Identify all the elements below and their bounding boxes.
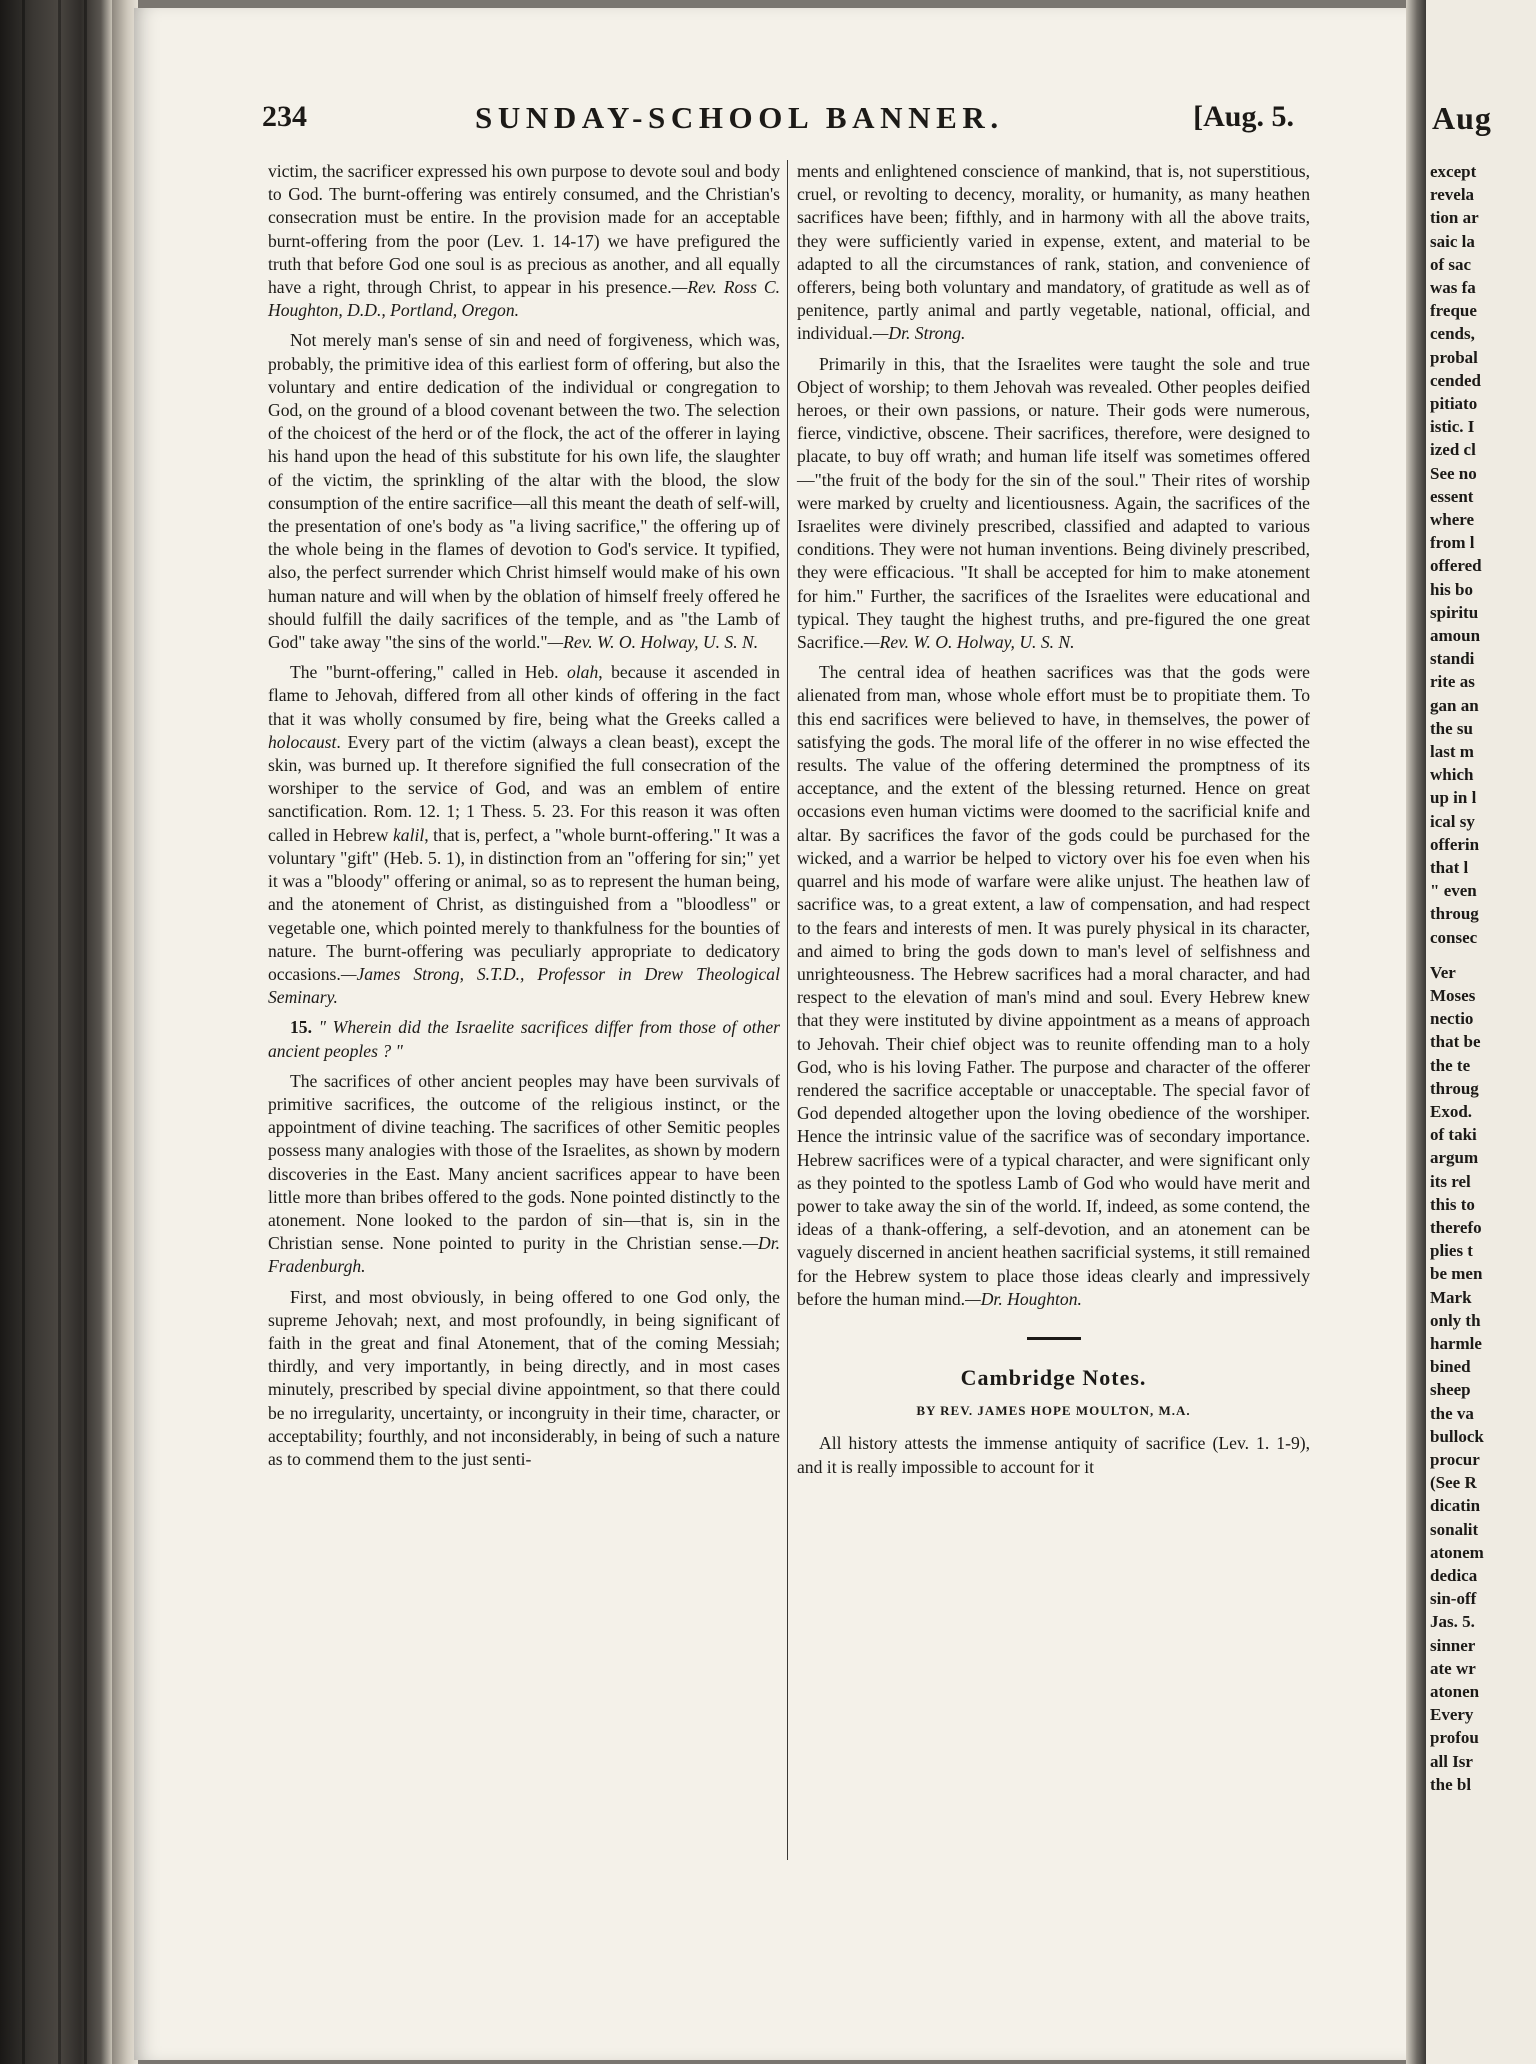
facing-page-line: consec [1430, 927, 1478, 947]
facing-page-line: all Isr [1430, 1751, 1473, 1771]
author-attribution: —Dr. Houghton. [965, 1288, 1082, 1309]
facing-page-line: sheep [1430, 1380, 1471, 1400]
paragraph [797, 661, 1310, 1311]
paragraph [268, 661, 780, 1009]
facing-page-line: which [1430, 765, 1474, 785]
author-attribution: —Dr. Strong. [872, 323, 966, 344]
facing-page-line: amoun [1430, 626, 1481, 645]
facing-page-line: sinner [1430, 1635, 1476, 1655]
book-binding [0, 0, 112, 2064]
facing-page-line: Every [1430, 1705, 1474, 1725]
facing-page-line: the va [1430, 1403, 1474, 1423]
paragraph [797, 1432, 1310, 1478]
paragraph-text: First, and most obviously, in being offered to one God only, the supreme Jehovah; next, and most profoundly, in being significant of faith in the great and final Atonement, that of the coming Messiah; thirdly, and very importantly, in being directly, and in most cases minutely, prescribed by special divine appointment, so that there could be no irregularity, uncertainty, or incongruity in their time, character, or acceptability; fourthly, and not inconsiderably, in being of such a nature as to commend them to the just senti- [268, 1286, 780, 1469]
paragraph-text: ments and enlightened conscience of mankind, that is, not superstitious, cruel, or revolting to decency, morality, or humanity, as many heathen sacrifices have been; fifthly, and in harmony with all the above traits, they were sufficiently varied in expense, extent, and material to be adapted to all the circumstances of rank, station, and convenience of offerers, being both voluntary and mandatory, of gratitude as well as of penitence, partly animal and partly vegetable, national, official, and individual. [797, 161, 1310, 344]
facing-page-line: cended [1430, 370, 1481, 390]
facing-page-line: offered [1430, 556, 1482, 576]
paragraph-text: The "burnt-offering," called in Heb. [290, 662, 567, 683]
paragraph-text: All history attests the immense antiquity of sacrifice (Lev. 1. 1-9), and it is really impossible to account for it [797, 1433, 1310, 1477]
facing-page [1426, 0, 1536, 2064]
facing-page-line: argum [1430, 1148, 1479, 1168]
facing-page-line: that l [1430, 858, 1469, 877]
facing-page-line: rite as [1430, 672, 1475, 692]
facing-page-line: dedica [1430, 1566, 1478, 1585]
facing-page-line: Mark [1430, 1287, 1472, 1307]
facing-page-line: Ver [1430, 962, 1456, 982]
facing-page-line: from l [1430, 533, 1475, 553]
paragraph-text: Primarily in this, that the Israelites were taught the sole and true Object of worship; to them Jehovah was revealed. Other peoples deified heroes, or their own passions, or nature. Their gods were numerous, fierce, vindictive, obscene. Their sacrifices, therefore, were designed to placate, to buy off wrath; and human life itself was sometimes offered—"the fruit of the body for the sin of the soul." Their rites of worship were marked by cruelty and licentiousness. Again, the sacrifices of the Israelites were divinely prescribed, classified and adapted to various conditions. They were not human inventions. Being divinely prescribed, they were efficacious. "It shall be accepted for him to make atonement for him." Further, the sacrifices of the Israelites were educational and typical. They taught the highest truths, and pre-figured the one great Sacrifice. [797, 353, 1310, 653]
facing-page-line: gan an [1430, 695, 1479, 715]
facing-page-line: offerin [1430, 834, 1480, 854]
facing-page-header: Aug [1432, 100, 1492, 136]
facing-page-line: throug [1430, 904, 1479, 924]
hebrew-term: olah [566, 662, 599, 683]
facing-page-line: his bo [1430, 579, 1473, 599]
paragraph-text: Not merely man's sense of sin and need of forgiveness, which was, probably, the primitive idea of this earliest form of offering, but also the voluntary and entire dedication of the individual or congregation to God, on the ground of a blood covenant between the two. The selection of the choicest of the herd or of the flock, the act of the offerer in laying his hand upon the head of this substitute for his own life, the slaughter of the victim, the sprinkling of the altar with the blood, the slow consumption of the entire sacrifice—all this meant the death of self-will, the presentation of one's body as "a living sacrifice," the offering up of the whole being in the flames of devotion to God's service. It typified, also, the perfect surrender which Christ himself would make of his own human nature and will when by the oblation of himself freely offered he should fulfill the daily sacrifices of the temple, and as "the Lamb of God" take away "the sins of the world." [268, 330, 780, 653]
author-attribution: —James Strong, S.T.D., Professor in Drew Theological Seminary. [268, 963, 780, 1008]
facing-page-line: its rel [1430, 1171, 1471, 1191]
paragraph [797, 160, 1310, 346]
paragraph [268, 329, 780, 654]
paragraph-text: victim, the sacrificer expressed his own purpose to devote soul and body to God. The burnt-offering was entirely consumed, and the Christian's consecration must be entire. In the provision made for an acceptable burnt-offering from the poor (Lev. 1. 14-17) we have prefigured the truth that before God one soul is as precious as another, and all equally have a right, through Christ, to appear in his presence. [268, 161, 780, 298]
facing-page-line: tion ar [1430, 208, 1479, 228]
facing-page-line: the su [1430, 718, 1473, 738]
facing-page-line: throug [1430, 1078, 1479, 1098]
facing-page-line: bullock [1430, 1426, 1484, 1446]
facing-page-line: atonem [1430, 1542, 1484, 1562]
facing-page-line: only th [1430, 1310, 1481, 1330]
facing-page-line: this to [1430, 1194, 1475, 1214]
facing-page-line: istic. I [1430, 417, 1475, 437]
facing-page-line: sin-off [1430, 1589, 1477, 1609]
facing-page-line: See no [1430, 463, 1477, 483]
facing-page-line: (See R [1430, 1473, 1477, 1493]
facing-page-line: profou [1430, 1728, 1479, 1748]
facing-page-line: ized cl [1430, 440, 1476, 460]
facing-page-line: of taki [1430, 1125, 1477, 1145]
facing-page-line: nectio [1430, 1009, 1474, 1029]
paragraph-text: The central idea of heathen sacrifices was that the gods were alienated from man, whose whole effort must be to propitiate them. To this end sacrifices were believed to have, in themselves, the power of satisfying the gods. The moral life of the offerer in no wise effected the results. The value of the offering determined the promptness of its acceptance, and the extent of the blessing returned. Hence on great occasions even human victims were doomed to the sacrificial knife and altar. By sacrifices the favor of the gods could be purchased for the wicked, and a warrior be helped to victory over his foe even when his quarrel and his mode of warfare were alike unjust. The heathen law of sacrifice was, to a great extent, a law of compensation, and had respect to the fears and interests of men. It was purely physical in its character, and aimed to bring the gods down to man's level of selfishness and unrighteousness. The Hebrew sacrifices had a moral character, and had respect to the elevation of man's mind and soul. Every Hebrew knew that they were instituted by divine appointment as a means of approach to Jehovah. Their chief object was to reunite offending man to a holy God, who is his loving Father. The purpose and character of the offerer rendered the sacrifice acceptable or unacceptable. The special favor of God depended altogether upon the loving obedience of the worshiper. Hence the intrinsic value of the sacrifice was of secondary importance. Hebrew sacrifices were of a typical character, and were significant only as they pointed to the spotless Lamb of God who would have merit and power to take away the sin of the world. If, indeed, as some contend, the ideas of a thank-offering, a self-devotion, and an atonement can be vaguely discerned in ancient heathen sacrificial systems, it still remained for the Hebrew system to place those ideas clearly and impressively before the human mind. [797, 662, 1310, 1309]
book-gutter [1406, 0, 1426, 2064]
facing-page-line: be men [1430, 1264, 1483, 1284]
facing-page-line: except [1430, 162, 1477, 181]
section-byline: BY REV. JAMES HOPE MOULTON, M.A. [916, 1403, 1191, 1419]
paragraph-text: , because it ascended in flame to Jehovah, differed from all other kinds of offering in the fact that it was wholly consumed by fire, being what the Greeks called a [268, 662, 780, 729]
paragraph [797, 353, 1310, 655]
question-text: " Wherein did the Israelite sacrifices differ from those of other ancient peoples ? " [268, 1017, 780, 1061]
facing-page-line: freque [1430, 301, 1477, 321]
facing-page-line: " even [1430, 881, 1477, 901]
facing-page-line: where [1430, 510, 1475, 529]
facing-page-line: revela [1430, 185, 1475, 205]
facing-page-line: standi [1430, 649, 1475, 669]
right-column [797, 160, 1310, 1486]
facing-page-line: essent [1430, 486, 1474, 506]
facing-page-line: therefo [1430, 1218, 1482, 1237]
facing-page-line: up in l [1430, 788, 1477, 808]
facing-page-line: harmle [1430, 1334, 1482, 1353]
facing-page-line: last m [1430, 742, 1474, 761]
page-number: 234 [262, 100, 307, 133]
facing-page-line: bined [1430, 1357, 1471, 1377]
paragraph-text: , that is, perfect, a "whole burnt-offering." It was a voluntary "gift" (Heb. 5. 1), in distinction from an "offering for sin;" yet it was a "bloody" offering or animal, so as to represent the human being, and the atonement of Christ, as distinguished from a "bloodless" or vegetable one, which pointed merely to thankfulness for the bounties of nature. The burnt-offering was peculiarly appropriate to dedicatory occasions. [268, 824, 780, 984]
facing-page-line: procur [1430, 1450, 1480, 1469]
greek-term: holocaust [268, 731, 337, 752]
author-attribution: —Rev. Ross C. Houghton, D.D., Portland, Oregon. [268, 277, 780, 321]
paragraph-text: The sacrifices of other ancient peoples may have been survivals of primitive sacrifices, the outcome of the religious instinct, or the appointment of divine teaching. The sacrifices of other Semitic peoples possess many analogies with those of the Israelites, as shown by modern discoveries in the East. Many ancient sacrifices appear to have been little more than bribes offered to the gods. None pointed distinctly to the atonement. None looked to the pardon of sin—that is, sin in the Christian sense. None pointed to purity in the Christian sense. [268, 1070, 780, 1254]
facing-page-line: sonalit [1430, 1519, 1479, 1539]
facing-page-line: Moses [1430, 986, 1476, 1005]
question-number: 15. [290, 1017, 312, 1038]
facing-page-line: of sac [1430, 254, 1472, 274]
facing-page-line: plies t [1430, 1241, 1473, 1261]
question-heading [268, 1016, 780, 1062]
facing-page-line: Exod. [1430, 1102, 1473, 1121]
facing-page-line: Jas. 5. [1430, 1612, 1475, 1632]
publication-title: SUNDAY-SCHOOL BANNER. [475, 100, 1004, 135]
facing-page-line: ate wr [1430, 1658, 1476, 1678]
author-attribution: —Rev. W. O. Holway, U. S. N. [863, 632, 1075, 653]
column-divider [787, 160, 788, 1860]
facing-page-line: probal [1430, 347, 1478, 367]
facing-page-line: spiritu [1430, 602, 1479, 622]
facing-page-line: ical sy [1430, 811, 1475, 831]
facing-page-line: atonen [1430, 1682, 1480, 1701]
left-column [268, 160, 780, 1478]
paragraph [268, 1286, 780, 1472]
section-rule [1027, 1337, 1081, 1340]
section-title: Cambridge Notes. [960, 1364, 1147, 1390]
issue-date: [Aug. 5. [1193, 100, 1294, 133]
facing-page-line: the bl [1430, 1774, 1472, 1794]
facing-page-line: was fa [1430, 278, 1476, 297]
facing-page-line: saic la [1430, 231, 1475, 251]
facing-page-line: that be [1430, 1032, 1481, 1052]
paragraph [268, 160, 780, 322]
hebrew-term: kalil [392, 824, 425, 845]
paragraph [268, 1070, 780, 1279]
facing-page-line: cends, [1430, 324, 1475, 344]
page-header [262, 100, 1294, 140]
facing-page-line: the te [1430, 1055, 1471, 1075]
author-attribution: —Rev. W. O. Holway, U. S. N. [547, 632, 759, 653]
paragraph-text: . Every part of the victim (always a clean beast), except the skin, was burned up. It therefore signified the full consecration of the worshiper to the service of God, and was an emblem of entire sanctification. Rom. 12. 1; 1 Thess. 5. 23. For this reason it was often called in Hebrew [268, 731, 780, 845]
author-attribution: —Dr. Fradenburgh. [268, 1233, 780, 1277]
facing-page-line: dicatin [1430, 1496, 1481, 1516]
facing-page-line: pitiato [1430, 394, 1478, 413]
